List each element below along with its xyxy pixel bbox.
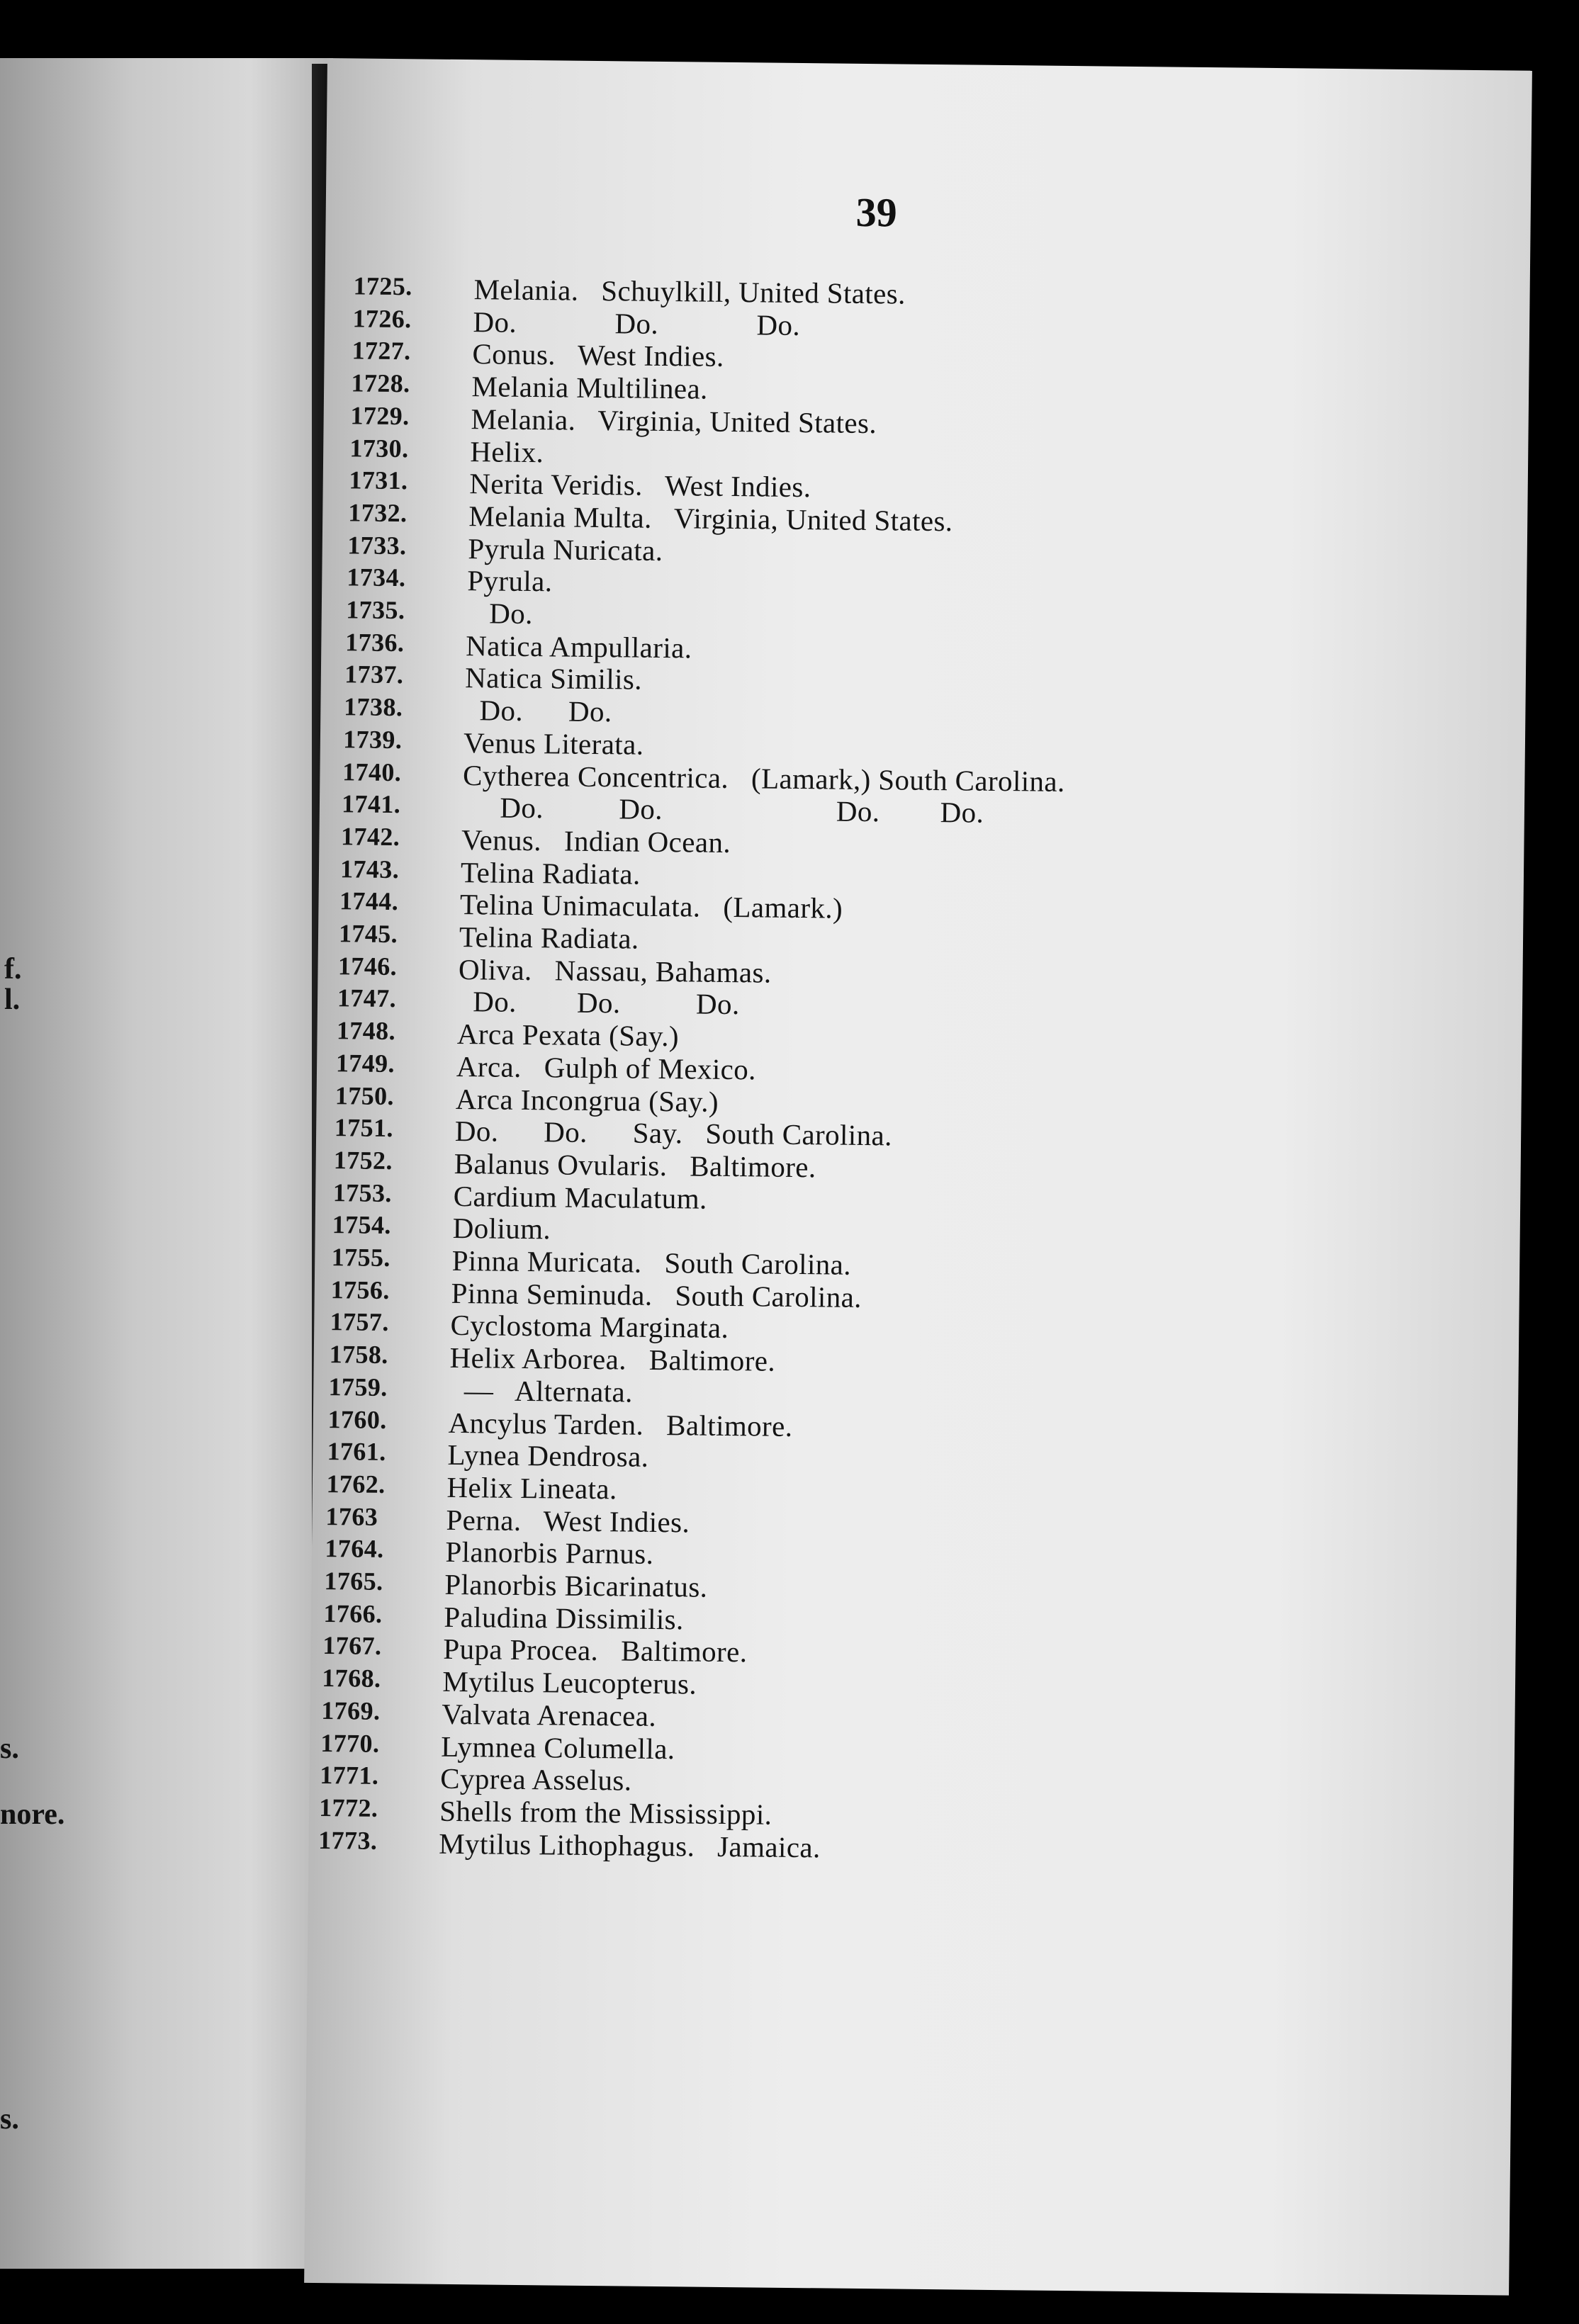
entry-number: 1759. [328,1372,388,1401]
entry-description: Helix. [470,434,544,468]
entry-description: Planorbis Parnus. [445,1535,654,1571]
entry-description: — Alternata. [449,1373,634,1409]
entry-number: 1773. [318,1825,378,1855]
entry-number: 1750. [335,1081,395,1110]
entry-number: 1736. [345,627,405,657]
entry-description: Shells from the Mississippi. [439,1794,772,1831]
entry-description: Arca Pexata (Say.) [456,1017,680,1053]
entry-description: Ancylus Tarden. Baltimore. [448,1406,793,1443]
entry-number: 1728. [351,368,410,398]
entry-description: Planorbis Bicarinatus. [444,1567,708,1603]
entry-number: 1753. [332,1178,393,1207]
entry-number: 1740. [342,757,402,786]
left-page-fragment: s. [0,1732,19,1765]
entry-description: Telina Unimaculata. (Lamark.) [459,888,843,925]
entry-description: Lymnea Columella. [441,1730,675,1765]
entry-description: Venus Literata. [463,726,644,761]
entry-description: Natica Ampullaria. [466,628,692,665]
entry-description: Dolium. [452,1212,551,1246]
left-page-fragment: f. [4,953,22,986]
entry-description: Melania Multa. Virginia, United States. [468,500,953,538]
entry-description: Conus. West Indies. [472,337,724,373]
entry-number: 1734. [347,563,406,592]
entry-description: Nerita Veridis. West Indies. [469,467,811,504]
entry-number: 1746. [337,951,398,981]
entry-number: 1726. [352,304,412,333]
entry-number: 1768. [322,1664,381,1693]
entry-number: 1749. [335,1049,395,1078]
entry-number: 1766. [323,1598,383,1628]
left-page-fragment: s. [0,2103,19,2136]
entry-number: 1755. [331,1243,390,1273]
entry-description: Oliva. Nassau, Bahamas. [458,952,772,989]
entry-description: Pyrula. [467,564,553,598]
entry-description: Pyrula Nuricata. [468,531,663,567]
entry-number: 1772. [319,1793,378,1822]
entry-description: Do. [466,597,534,631]
entry-number: 1731. [349,466,408,495]
entry-number: 1747. [337,983,397,1013]
entry-number: 1762. [326,1469,386,1499]
entry-number: 1758. [329,1340,388,1370]
entry-number: 1769. [321,1696,381,1725]
entry-number: 1737. [344,660,404,689]
right-page [304,58,1532,2296]
left-page [0,58,333,2269]
entry-number: 1741. [341,789,401,819]
entry-description: Pinna Muricata. South Carolina. [451,1243,852,1281]
page-number: 39 [855,188,898,236]
entry-number: 1725. [353,271,412,301]
entry-number: 1739. [343,725,403,754]
entry-number: 1744. [339,886,399,916]
entry-number: 1760. [327,1404,387,1434]
entry-description: Do. Do. Do. [473,305,801,342]
entry-description: Pinna Seminuda. South Carolina. [451,1276,862,1314]
entry-number: 1757. [330,1307,389,1337]
entry-description: Melania. Virginia, United States. [471,402,877,439]
entry-description: Telina Radiata. [460,855,641,891]
left-page-fragment: l. [4,983,21,1016]
entry-description: Cytherea Concentrica. (Lamark,) South Carolina. [462,758,1065,798]
entry-number: 1767. [322,1631,382,1661]
entry-description: Mytilus Leucopterus. [442,1664,697,1700]
entry-number: 1735. [346,595,405,625]
entry-number: 1730. [349,433,409,463]
entry-description: Valvata Arenacea. [442,1697,657,1732]
entry-number: 1743. [339,854,400,884]
entry-number: 1761. [327,1437,386,1467]
entry-description: Do. Do. [463,694,612,728]
entry-number: 1765. [324,1567,383,1596]
entry-description: Arca. Gulph of Mexico. [456,1049,757,1086]
entry-number: 1729. [350,401,410,431]
entry-number: 1742. [340,822,400,852]
entry-description: Natica Similis. [465,661,643,696]
entry-number: 1745. [338,919,398,949]
entry-description: Melania Multilinea. [471,370,708,405]
entry-description: Helix Arborea. Baltimore. [449,1341,776,1377]
entry-number: 1770. [320,1728,380,1758]
entry-description: Pupa Procea. Baltimore. [443,1632,748,1669]
entry-number: 1752. [333,1146,393,1175]
entry-description: Perna. West Indies. [446,1503,690,1539]
entry-description: Cyprea Asselus. [440,1761,632,1797]
entry-number: 1733. [347,530,407,560]
entry-description: Do. Do. Say. South Carolina. [454,1115,892,1152]
entry-description: Cyclostoma Marginata. [450,1309,729,1345]
entry-number: 1727. [352,336,411,366]
entry-number: 1748. [336,1016,396,1046]
entry-number: 1764. [325,1534,384,1564]
entry-description: Paludina Dissimilis. [444,1600,684,1636]
entry-number: 1732. [348,498,408,528]
entry-description: Cardium Maculatum. [453,1179,707,1215]
entry-description: Lynea Dendrosa. [447,1438,649,1474]
entry-description: Melania. Schuylkill, United States. [473,273,906,310]
entry-number: 1756. [330,1275,390,1304]
entry-description: Venus. Indian Ocean. [461,823,731,859]
entry-description: Balanus Ovularis. Baltimore. [454,1146,816,1184]
entry-number: 1771. [320,1761,379,1790]
entry-description: Arca Incongrua (Say.) [455,1082,719,1118]
entry-description: Do. Do. Do. Do. [461,791,984,829]
entry-number: 1751. [334,1113,394,1143]
entry-description: Mytilus Lithophagus. Jamaica. [438,1827,821,1864]
entry-number: 1763 [325,1501,378,1531]
entry-number: 1754. [332,1210,392,1240]
entry-description: Do. Do. Do. [457,985,740,1021]
entry-number: 1738. [344,692,403,722]
entry-description: Helix Lineata. [446,1470,617,1506]
left-page-fragment: nore. [0,1798,65,1831]
entry-description: Telina Radiata. [459,920,639,955]
